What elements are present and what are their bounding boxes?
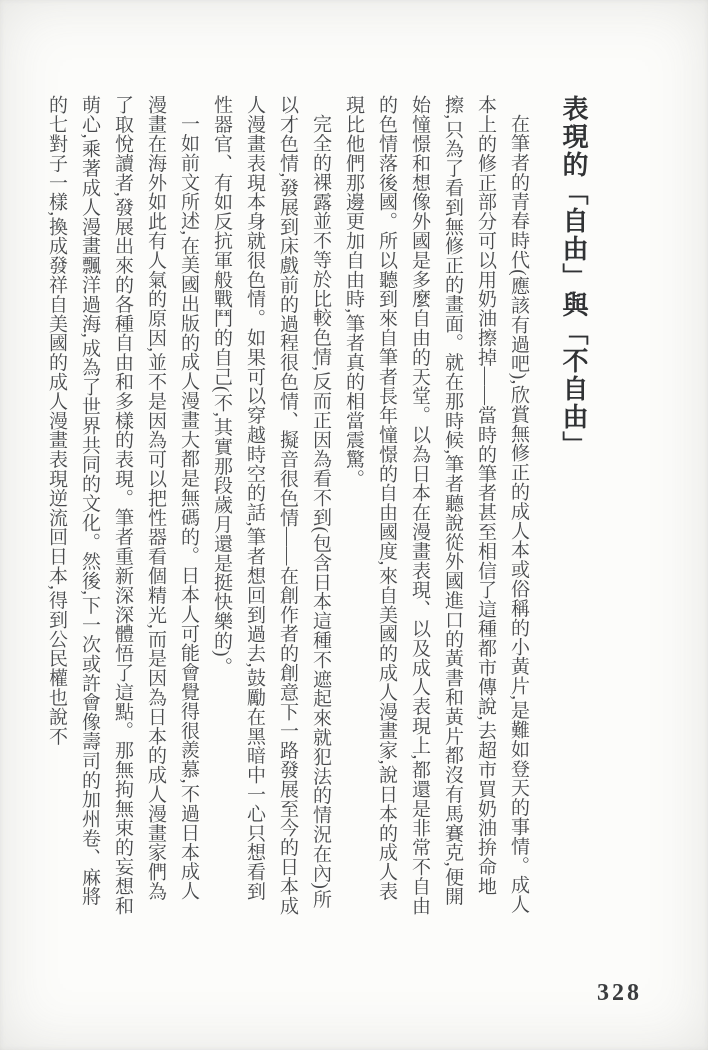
vertical-text-block [40, 95, 615, 915]
page-number: 328 [597, 980, 642, 1006]
body-paragraph: 在筆者的青春時代(應該有過吧),欣賞無修正的成人本或俗稱的小黃片,是難如登天的事情。成人本上的修正部分可以用奶油擦掉——當時的筆者甚至相信了這種都市傳說,去超市買奶油拚命地擦,只為了看到無修正的畫面。就在那時候,筆者聽說從外國進口的黃書和黃片都沒有馬賽克,便開始憧憬和想像外國是多麼自由的天堂。以為日本在漫畫表現、以及成人表現上,都還是非常不自由的色情落後國。所以聽到來自筆者長年憧憬的自由國度,來自美國的成人漫畫家,說日本的成人表現比他們那邊更加自由時,筆者真的相當震驚。 [343, 95, 529, 915]
body-paragraph: 完全的裸露並不等於比較色情,反而正因為看不到(包含日本這種不遮起來就犯法的情況在內)所以才色情,發展到床戲前的過程很色情、擬音很色情——在創作者的創意下一路發展至今的日本成人漫畫表現本身就很色情。如果可以穿越時空的話,筆者想回到過去,鼓勵在黑暗中一心只想看到性器官、有如反抗軍般戰鬥的自己(不,其實那段歲月還是挺快樂的)。 [211, 95, 331, 915]
body-paragraph: 一如前文所述,在美國出版的成人漫畫大都是無碼的。日本人可能會覺得很羨慕,不過日本成人漫畫在海外如此有人氣的原因,並不是因為可以把性器看個精光,而是因為日本的成人漫畫家們為了取悅讀者,發展出來的各種自由和多樣的表現。筆者重新深深體悟了這點。那無拘無束的妄想和萌心,乘著成人漫畫飄洋過海,成為了世界共同的文化。然後,下一次或許會像壽司的加州卷、麻將的七對子一樣,換成發祥自美國的成人漫畫表現逆流回日本,得到公民權也說不 [46, 95, 199, 915]
page-title: 表現的「自由」與「不自由」 [559, 95, 589, 459]
